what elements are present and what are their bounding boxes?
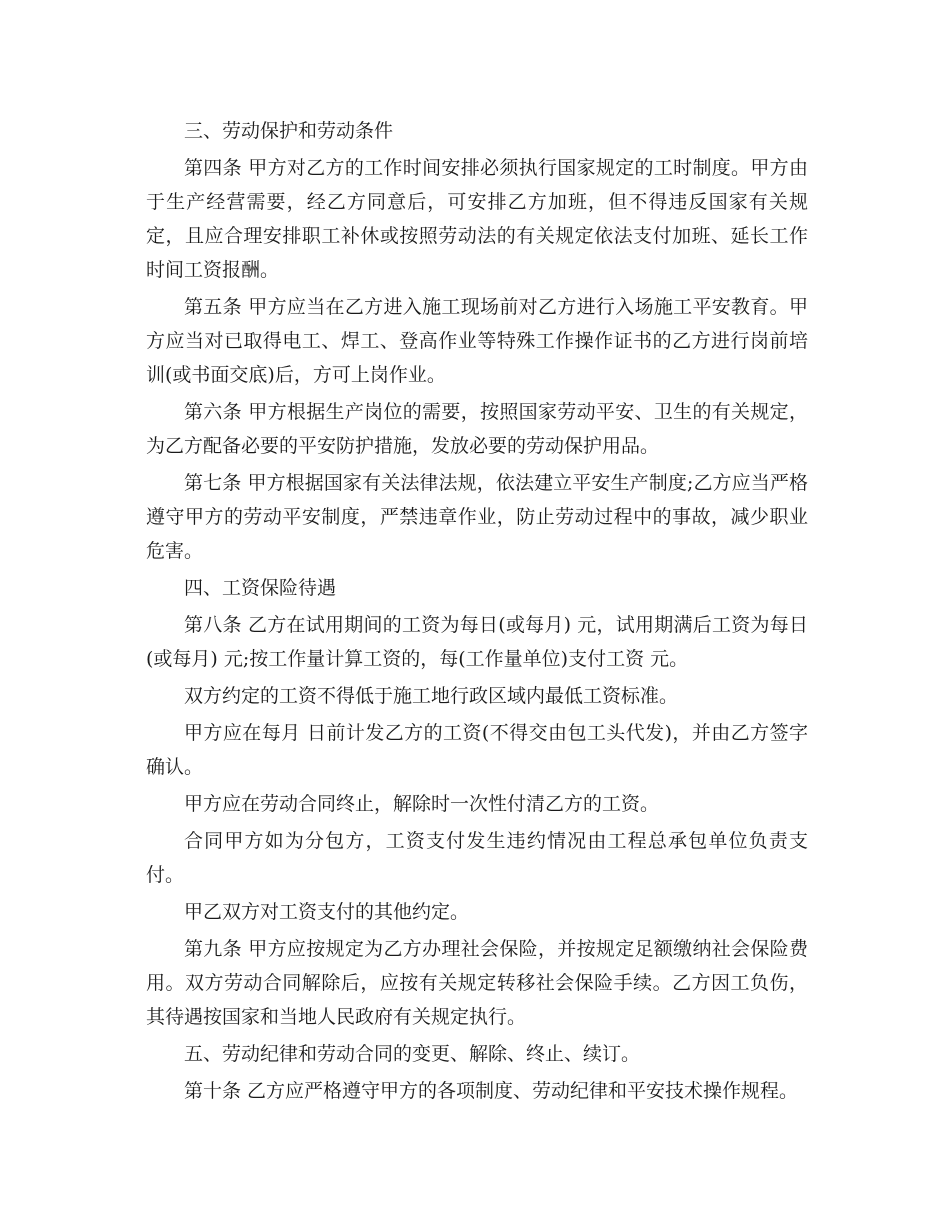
- article-5: 第五条 甲方应当在乙方进入施工现场前对乙方进行入场施工平安教育。甲方应当对已取得电工、焊工、登高作业等特殊工作操作证书的乙方进行岗前培训(或书面交底)后，方可上岗作业。: [146, 296, 808, 386]
- other-wage-agreement-clause: 甲乙双方对工资支付的其他约定。: [184, 901, 470, 923]
- article-9: 第九条 甲方应按规定为乙方办理社会保险，并按规定足额缴纳社会保险费用。双方劳动合同解除后，应按有关规定转移社会保险手续。乙方因工负伤，其待遇按国家和当地人民政府有关规定执行。: [146, 938, 808, 1028]
- wage-minimum-clause: 双方约定的工资不得低于施工地行政区域内最低工资标准。: [184, 685, 679, 707]
- subcontractor-wage-clause: 合同甲方如为分包方，工资支付发生违约情况由工程总承包单位负责支付。: [146, 830, 808, 886]
- article-8: 第八条 乙方在试用期间的工资为每日(或每月) 元，试用期满后工资为每日(或每月) 元;按工作量计算工资的，每(工作量单位)支付工资 元。: [146, 614, 808, 670]
- document-body: [146, 114, 808, 1111]
- section-heading-4: 四、工资保险待遇: [184, 577, 337, 599]
- wage-payment-date-clause: 甲方应在每月 日前计发乙方的工资(不得交由包工头代发)，并由乙方签字确认。: [146, 722, 808, 778]
- wage-settlement-clause: 甲方应在劳动合同终止，解除时一次性付清乙方的工资。: [184, 793, 660, 815]
- article-10: 第十条 乙方应严格遵守甲方的各项制度、劳动纪律和平安技术操作规程。: [184, 1080, 799, 1102]
- section-heading-3: 三、劳动保护和劳动条件: [184, 120, 394, 142]
- article-6: 第六条 甲方根据生产岗位的需要，按照国家劳动平安、卫生的有关规定，为乙方配备必要的平安防护措施，发放必要的劳动保护用品。: [146, 401, 808, 457]
- article-4: 第四条 甲方对乙方的工作时间安排必须执行国家规定的工时制度。甲方由于生产经营需要，经乙方同意后，可安排乙方加班，但不得违反国家有关规定，且应合理安排职工补休或按照劳动法的有关规定依法支付加班、延长工作时间工资报酬。: [146, 157, 808, 281]
- section-heading-5: 五、劳动纪律和劳动合同的变更、解除、终止、续订。: [184, 1043, 641, 1065]
- article-7: 第七条 甲方根据国家有关法律法规，依法建立平安生产制度;乙方应当严格遵守甲方的劳动平安制度，严禁违章作业，防止劳动过程中的事故，减少职业危害。: [146, 472, 808, 562]
